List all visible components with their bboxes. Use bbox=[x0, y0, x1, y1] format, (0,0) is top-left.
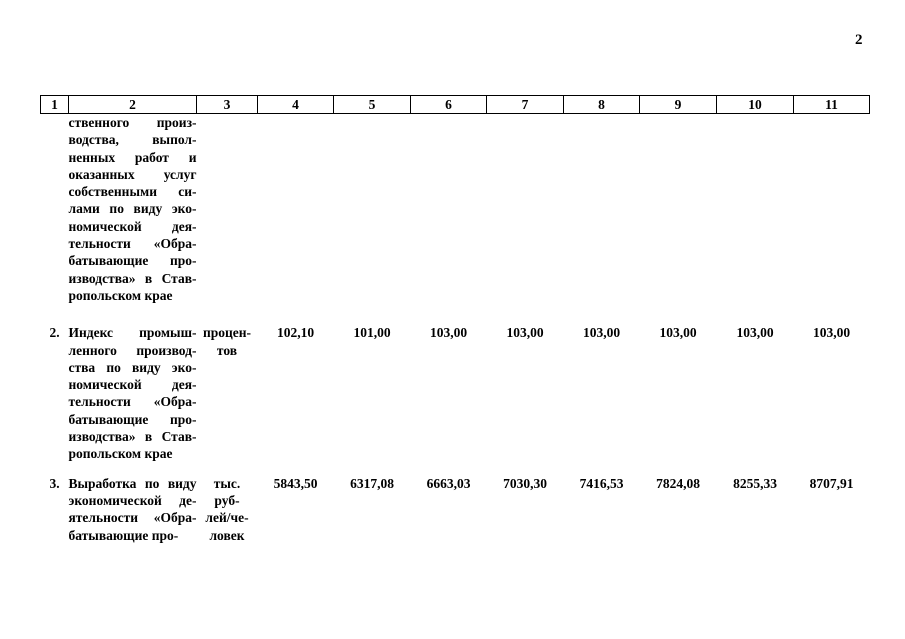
value-cell bbox=[794, 114, 870, 325]
value-cell: 103,00 bbox=[812, 325, 851, 341]
value-cell: 5843,50 bbox=[273, 475, 318, 491]
table-row bbox=[41, 475, 870, 544]
unit-line: тыс. bbox=[213, 475, 241, 491]
value-cell: 103,00 bbox=[506, 325, 544, 341]
table-header bbox=[41, 96, 870, 114]
row-number bbox=[41, 114, 69, 325]
indicator-name-line: батывающие про- bbox=[68, 411, 197, 427]
indicator-name-line: батывающие про- bbox=[68, 527, 179, 543]
value-cell: 8707,91 bbox=[809, 475, 854, 491]
column-number-header: 2 bbox=[69, 96, 197, 114]
value-cell: 103,00 bbox=[659, 325, 697, 341]
indicator-name-line: ропольском крае bbox=[68, 287, 173, 303]
unit-line: процен- bbox=[202, 325, 252, 341]
value-cell bbox=[564, 114, 640, 325]
column-number-header: 10 bbox=[717, 96, 794, 114]
indicator-name-line: ятельности «Обра- bbox=[68, 510, 197, 526]
column-number-row bbox=[41, 96, 870, 114]
value-cell: 6663,03 bbox=[426, 475, 471, 491]
value-cell bbox=[334, 114, 411, 325]
column-number-header: 7 bbox=[487, 96, 564, 114]
unit-of-measure bbox=[197, 114, 258, 325]
indicator-name-line: тельности «Обра- bbox=[68, 236, 197, 252]
value-cell: 101,00 bbox=[353, 325, 391, 341]
value-cell bbox=[717, 114, 794, 325]
indicator-name-line: водства, выпол- bbox=[68, 132, 197, 148]
column-number-header: 4 bbox=[258, 96, 334, 114]
indicator-name-line: номической дея- bbox=[68, 377, 197, 393]
value-cell: 8255,33 bbox=[733, 475, 777, 491]
row-number: 2. bbox=[49, 325, 60, 341]
table-body bbox=[41, 114, 870, 544]
value-cell: 103,00 bbox=[429, 325, 468, 341]
value-cell: 7824,08 bbox=[656, 475, 700, 491]
value-cell bbox=[487, 114, 564, 325]
indicator-name-line: Индекс промыш- bbox=[68, 325, 197, 341]
indicator-name-line: ственного произ- bbox=[68, 115, 197, 130]
indicator-name-line: Выработка по виду bbox=[68, 475, 197, 491]
column-number-header: 9 bbox=[640, 96, 717, 114]
indicator-name-line: тельности «Обра- bbox=[68, 394, 197, 410]
value-cell: 103,00 bbox=[582, 325, 621, 341]
value-cell bbox=[411, 114, 487, 325]
unit-of-measure bbox=[197, 475, 258, 544]
indicators-table bbox=[40, 95, 870, 544]
indicator-name bbox=[69, 114, 197, 325]
column-number-header: 11 bbox=[794, 96, 870, 114]
value-cell: 102,10 bbox=[276, 325, 315, 341]
indicator-name-line: батывающие про- bbox=[68, 253, 197, 269]
indicator-name-line: оказанных услуг bbox=[68, 166, 197, 182]
indicator-name-line: номической дея- bbox=[68, 218, 197, 234]
value-cell: 103,00 bbox=[736, 325, 774, 341]
indicator-name-line: изводства» в Став- bbox=[68, 270, 197, 286]
indicator-name-line: ропольском крае bbox=[68, 446, 173, 462]
indicator-name-line: экономической де- bbox=[68, 492, 197, 508]
value-cell bbox=[640, 114, 717, 325]
value-cell: 7416,53 bbox=[579, 475, 624, 491]
page-number: 2 bbox=[855, 32, 863, 48]
value-cell bbox=[258, 114, 334, 325]
indicator-name bbox=[69, 324, 197, 474]
indicator-name-line: ства по виду эко- bbox=[68, 359, 197, 375]
column-number-header: 6 bbox=[411, 96, 487, 114]
value-cell: 6317,08 bbox=[350, 475, 394, 491]
indicator-name-line: изводства» в Став- bbox=[68, 429, 197, 445]
table-row bbox=[41, 114, 870, 325]
column-number-header: 5 bbox=[334, 96, 411, 114]
unit-line: лей/че- bbox=[205, 510, 249, 526]
indicator-name-line: ленного производ- bbox=[68, 342, 197, 358]
unit-of-measure bbox=[197, 324, 258, 474]
indicator-name-line: собственными си- bbox=[68, 184, 197, 200]
value-cell: 7030,30 bbox=[503, 475, 547, 491]
unit-line: ловек bbox=[209, 527, 245, 543]
row-number: 3. bbox=[49, 475, 60, 491]
column-number-header: 8 bbox=[564, 96, 640, 114]
unit-line: тов bbox=[216, 342, 238, 358]
unit-line: руб- bbox=[214, 492, 240, 508]
column-number-header: 3 bbox=[197, 96, 258, 114]
indicator-name bbox=[69, 475, 197, 544]
indicator-name-line: ненных работ и bbox=[68, 149, 197, 165]
table-row bbox=[41, 324, 870, 474]
indicator-name-line: лами по виду эко- bbox=[68, 201, 197, 217]
column-number-header: 1 bbox=[41, 96, 69, 114]
